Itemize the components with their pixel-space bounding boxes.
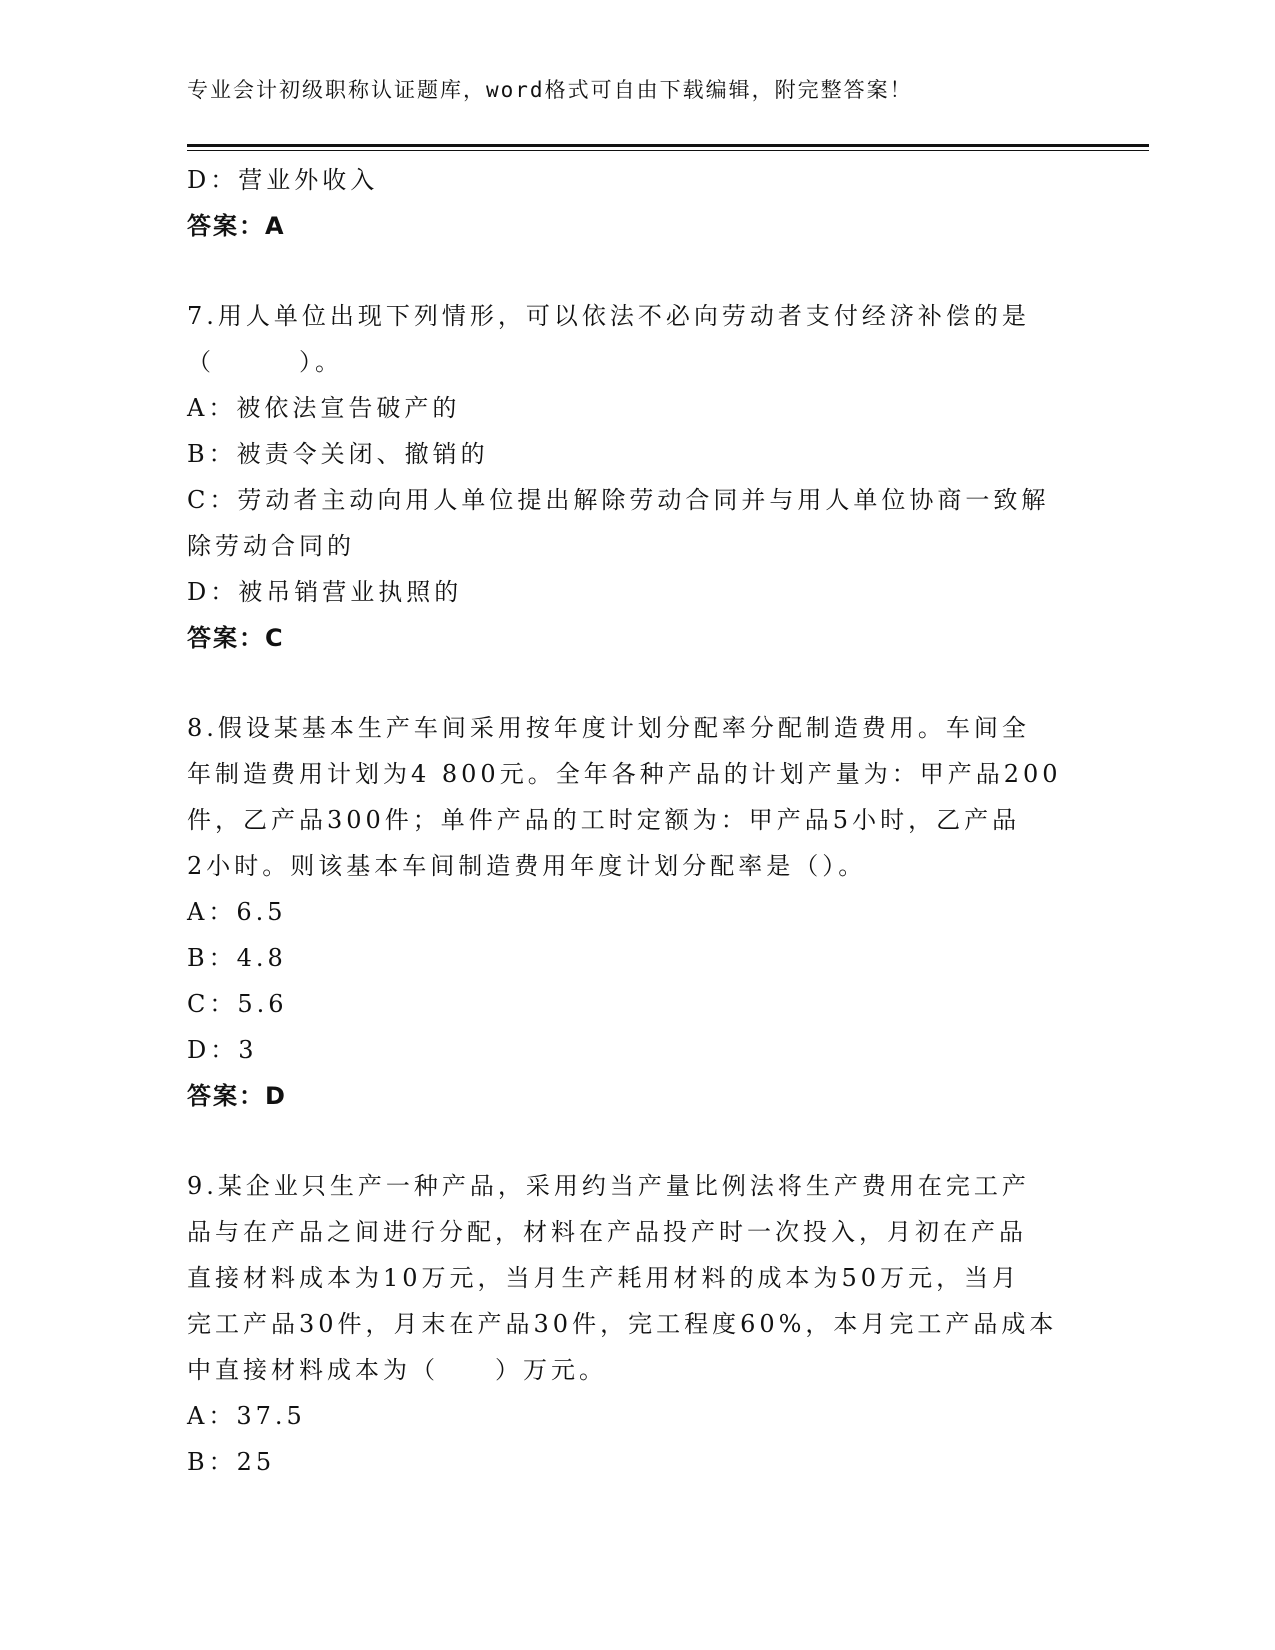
option-b: B：被责令关闭、撤销的 bbox=[187, 440, 489, 468]
option-d: D：被吊销营业执照的 bbox=[187, 578, 463, 606]
question-text-line: 中直接材料成本为（ ）万元。 bbox=[187, 1356, 607, 1384]
question-text-line: 7.用人单位出现下列情形，可以依法不必向劳动者支付经济补偿的是 bbox=[187, 302, 1030, 330]
question-text-line: 直接材料成本为10万元，当月生产耗用材料的成本为50万元，当月 bbox=[187, 1264, 1021, 1292]
answer-line: 答案：D bbox=[187, 1082, 287, 1110]
option-a: A：37.5 bbox=[187, 1402, 306, 1430]
answer-line: 答案：C bbox=[187, 624, 285, 652]
question-6-tail bbox=[187, 157, 1077, 249]
question-8 bbox=[187, 705, 1077, 1119]
spacer bbox=[187, 249, 1077, 293]
option-d: D：营业外收入 bbox=[187, 166, 379, 194]
header-rule-thin bbox=[187, 150, 1149, 151]
question-text-line: 品与在产品之间进行分配，材料在产品投产时一次投入，月初在产品 bbox=[187, 1218, 1027, 1246]
header-rule-thick bbox=[187, 144, 1149, 147]
option-a: A：6.5 bbox=[187, 898, 287, 926]
question-9 bbox=[187, 1163, 1077, 1485]
question-text-line: 8.假设某基本生产车间采用按年度计划分配率分配制造费用。车间全 bbox=[187, 714, 1030, 742]
option-b: B：4.8 bbox=[187, 944, 287, 972]
spacer bbox=[187, 1119, 1077, 1163]
question-text-line: （ ）。 bbox=[187, 348, 343, 376]
document-body bbox=[187, 157, 1077, 1485]
option-c: C：劳动者主动向用人单位提出解除劳动合同并与用人单位协商一致解 bbox=[187, 486, 1050, 514]
question-text-line: 2小时。则该基本车间制造费用年度计划分配率是（）。 bbox=[187, 852, 867, 880]
answer-line: 答案：A bbox=[187, 212, 286, 240]
question-text-line: 件，乙产品300件；单件产品的工时定额为：甲产品5小时，乙产品 bbox=[187, 806, 1021, 834]
question-text-line: 完工产品30件，月末在产品30件，完工程度60%，本月完工产品成本 bbox=[187, 1310, 1058, 1338]
question-7 bbox=[187, 293, 1077, 661]
document-header: 专业会计初级职称认证题库，word格式可自由下载编辑，附完整答案！ bbox=[187, 78, 913, 102]
option-b: B：25 bbox=[187, 1448, 276, 1476]
option-c: C：5.6 bbox=[187, 990, 288, 1018]
question-text-line: 9.某企业只生产一种产品，采用约当产量比例法将生产费用在完工产 bbox=[187, 1172, 1030, 1200]
spacer bbox=[187, 661, 1077, 705]
option-a: A：被依法宣告破产的 bbox=[187, 394, 461, 422]
option-d: D：3 bbox=[187, 1036, 258, 1064]
option-c-continued: 除劳动合同的 bbox=[187, 532, 355, 560]
question-text-line: 年制造费用计划为4 800元。全年各种产品的计划产量为：甲产品200 bbox=[187, 760, 1062, 788]
